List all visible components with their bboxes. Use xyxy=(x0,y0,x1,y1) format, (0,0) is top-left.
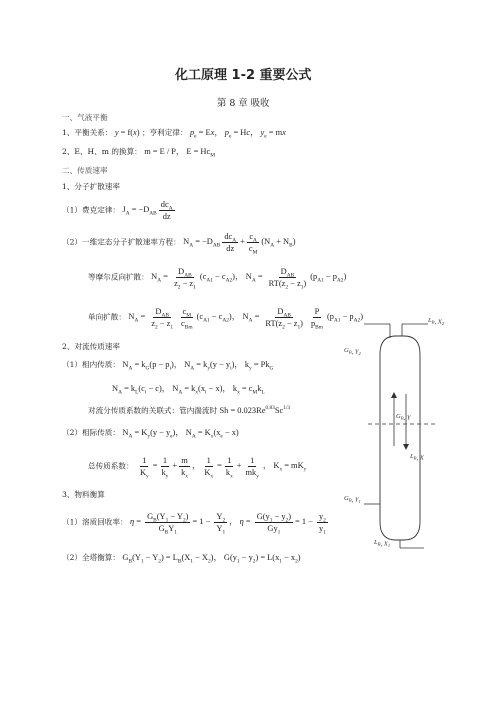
item-label: 2、E、H、m 的换算： xyxy=(62,147,142,156)
formula-henry: $p_e = Ex$， $p_e = Hc$， $y_e$ = mx xyxy=(189,128,286,140)
formula-overall: $\frac{1}{K_y}$ = $\frac{1}{k_y}$ + $\frac{m}{k_x}$ ， $\frac{1}{K_x}$ = $\frac{1}{k_x}$ + $\frac{1}{mk_y}$ ， $K_x = mK_y$ xyxy=(139,456,307,480)
formula-phase-gas: $N_A = k_G(p - p_i)$， $N_A = k_y(y - y_i)$， $k_y = Pk_G$ xyxy=(122,360,274,372)
overall-coefficient xyxy=(88,456,307,480)
item-label: （2）一维定态分子扩散速率方程： xyxy=(62,237,181,247)
absorption-tower-diagram xyxy=(344,314,445,550)
section-heading-rate: 二、传质速率 xyxy=(62,166,108,175)
formula-conversion: m = E / P， $E = Hc_M$ xyxy=(144,147,215,159)
label-bottom-gas: $G_B$, $Y_1$ xyxy=(344,495,361,505)
item-label: 1、平衡关系： xyxy=(62,128,113,137)
formula-uni-p: $N_A$ = $\frac{D_{AB}}{RT(z_2 - z_1)}$ $\frac{P}{p_{Bm}}$ $(p_{A1} - p_{A2})$ xyxy=(242,307,364,331)
phase-transfer-liquid xyxy=(112,384,265,394)
item-label: （1）溶质回收率： xyxy=(62,517,128,527)
chapter-heading: 第 8 章 吸收 xyxy=(217,98,270,109)
conversion-line xyxy=(62,147,215,157)
formula-correlation: $Sh = 0.023Re^{0.83}Sc^{1/3}$ xyxy=(219,405,291,415)
unidirectional-diffusion xyxy=(88,307,364,331)
tower-balance-line xyxy=(62,553,301,563)
item-label: （1）费克定律： xyxy=(62,205,120,215)
page-title: 化工原理 1-2 重要公式 xyxy=(175,68,312,83)
formula-equimolar-c: $N_A$ = $\frac{D_{AB}}{z_2 - z_1}$ $(c_{A1} - c_{A2})$， xyxy=(151,267,244,291)
equimolar-diffusion xyxy=(88,267,347,291)
section-heading-equilibrium: 一、气液平衡 xyxy=(62,113,108,122)
formula-steady: $N_A = -D_{AB}$ $\frac{dc_A}{dz}$ + $\frac{c_A}{c_M}$ $(N_A + N_B)$ xyxy=(183,232,296,256)
item-label: 总传质系数： xyxy=(88,461,134,471)
recovery-line xyxy=(62,512,330,536)
label-mid-liquid: $L_B$, X xyxy=(410,453,424,462)
interphase-transfer xyxy=(62,428,239,438)
formula-uni-c: $N_A$ = $\frac{D_{AB}}{z_2 - z_1}$ $\frac{c_M}{c_{Bm}}$ $(c_{A1} - c_{A2})$， xyxy=(128,307,241,331)
equilibrium-relations xyxy=(62,128,286,138)
steady-diffusion xyxy=(62,232,296,256)
phase-transfer xyxy=(62,360,273,370)
fick-law xyxy=(62,200,177,221)
item-text: ；亨利定律： xyxy=(141,128,188,137)
label-mid-gas: $G_B$, Y xyxy=(396,413,411,422)
formula-fick: $J_A = -D_{AB}$ $\frac{dc_A}{dz}$ xyxy=(122,200,173,221)
item-label: （1）相内传质： xyxy=(62,360,120,369)
label-bottom-liquid: $L_B$, $X_1$ xyxy=(374,539,391,549)
formula-interphase: $N_A = K_y(y - y_e)$， $N_A = K_x(x_e - x)$ xyxy=(122,428,239,440)
subheading-balance: 3、物料衡算 xyxy=(62,490,105,499)
item-label: 单向扩散： xyxy=(88,312,126,322)
subheading-convective: 2、对流传质速率 xyxy=(62,342,120,351)
column-body xyxy=(380,336,420,540)
formula-recovery: η = $\frac{G_B(Y_1 - Y_2)}{G_BY_1}$ = 1 − $\frac{Y_2}{Y_1}$ ， η = $\frac{G(y_1 - y_2)}{Gy_1}$ = 1 − $\frac{y_2}{y_1}$ xyxy=(130,512,326,536)
item-label: （2）相际传质： xyxy=(62,428,120,437)
label-top-liquid: $L_B$, $X_2$ xyxy=(428,317,445,327)
formula-tower: $G_B(Y_1 - Y_2) = L_B(X_1 - X_2)$， $G(y_1 - y_2) = L(x_1 - x_2)$ xyxy=(122,553,301,565)
item-text: 对流分传质系数的关联式：管内湍流时 xyxy=(88,406,218,415)
formula-phase-liquid: $N_A = k_L(c_i - c)$， $N_A = k_x(x_i - x)$， $k_x = c_Mk_L$ xyxy=(112,384,265,396)
label-top-gas: $G_B$, $Y_2$ xyxy=(344,347,361,357)
item-label: （2）全塔衡算： xyxy=(62,553,120,562)
subheading-diffusion: 1、分子扩散速率 xyxy=(62,182,120,191)
item-label: 等摩尔反向扩散： xyxy=(88,272,149,282)
correlation-line xyxy=(88,406,290,416)
formula-equimolar-p: $N_A$ = $\frac{D_{AB}}{RT(z_2 - z_1)}$ $(p_{A1} - p_{A2})$ xyxy=(245,267,347,291)
formula-equilibrium: y = f(x) xyxy=(114,128,140,137)
